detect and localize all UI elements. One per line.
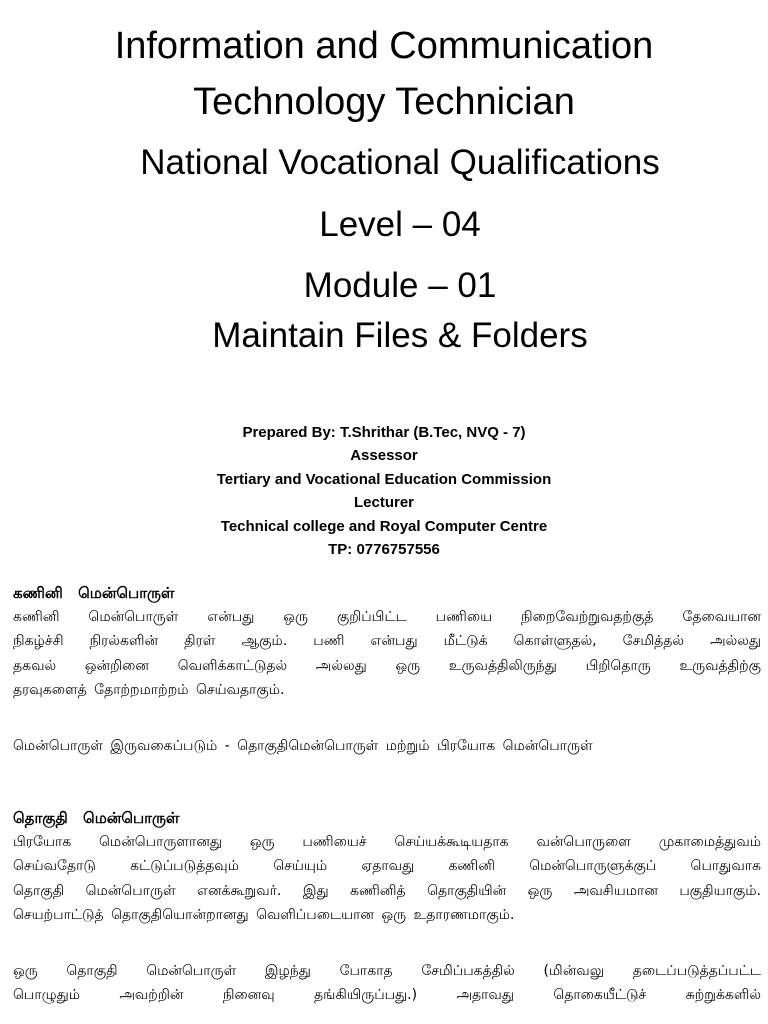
paragraph-line: தகவல் ஒன்றினை வெளிக்காட்டுதல் அல்லது ஒரு உருவத்திலிருந்து பிறிதொரு உருவத்திற்கு — [13, 657, 761, 674]
prepared-by-block — [0, 421, 768, 561]
paragraph-line: பொழுதும் அவற்றின் நினைவு தங்கியிருப்பது.) அதாவது தொகையீட்டுச் சுற்றுக்களில் — [13, 987, 761, 1003]
section-paragraph — [13, 605, 761, 703]
module-name: Maintain Files & Folders — [212, 316, 588, 355]
section-paragraph-continued — [13, 959, 761, 1008]
paragraph-line: தொகுதி மென்பொருள் எனக்கூறுவர். இது கணினித் தொகுதியின் ஒரு அவசியமான பகுதியாகும். — [13, 882, 761, 899]
paragraph-line: ஒரு தொகுதி மென்பொருள் இழந்து போகாத சேமிப்பகத்தில் (மின்வலு தடைப்படுத்தப்பட்ட — [13, 962, 761, 979]
section-heading: கணினி மென்பொருள் — [13, 584, 175, 602]
section-paragraph — [13, 830, 761, 928]
paragraph-line: செய்வதோடு கட்டுப்படுத்தவும் செய்யும் ஏதாவது கணினி மென்பொருளுக்குப் பொதுவாக — [13, 858, 761, 874]
section-heading: தொகுதி மென்பொருள் — [13, 809, 180, 827]
document-title — [0, 18, 768, 130]
paragraph-line: பிரயோக மென்பொருளானது ஒரு பணியைச் செய்யக்கூடியதாக வன்பொருளை முகாமைத்துவம் — [13, 833, 761, 850]
paragraph-line: செயற்பாட்டுத் தொகுதியொன்றானது வெளிப்படையான ஒரு உதாரணமாகும். — [13, 907, 515, 923]
organization-1: Tertiary and Vocational Education Commission — [216, 470, 552, 488]
module-label: Module – 01 — [303, 266, 497, 305]
level-label: Level – 04 — [319, 205, 481, 244]
paragraph-line: நிகழ்ச்சி நிரல்களின் திரள் ஆகும். பணி என்பது மீட்டுக் கொள்ளுதல், சேமித்தல் அல்லது — [13, 633, 761, 649]
section-computer-software — [13, 581, 761, 758]
paragraph-line: தரவுகளைத் தோற்றமாற்றம் செய்வதாகும். — [13, 682, 285, 698]
software-types-summary: மென்பொருள் இருவகைப்படும் - தொகுதிமென்பொருள் மற்றும் பிரயோக மென்பொருள் — [13, 737, 593, 754]
phone-number: TP: 0776757556 — [328, 541, 440, 559]
organization-2: Technical college and Royal Computer Centre — [220, 517, 548, 535]
role-lecturer: Lecturer — [353, 494, 415, 512]
prepared-by-line: Prepared By: T.Shrithar (B.Tec, NVQ - 7) — [242, 424, 526, 441]
paragraph-line: கணினி மென்பொருள் என்பது ஒரு குறிப்பிட்ட பணியை நிறைவேற்றுவதற்குத் தேவையான — [13, 608, 761, 625]
title-line-2: Technology Technician — [193, 81, 575, 123]
title-line-1: Information and Communication — [114, 25, 654, 67]
qualification-title: National Vocational Qualifications — [140, 143, 660, 182]
section-system-software — [13, 806, 761, 1008]
role-assessor: Assessor — [350, 447, 418, 465]
